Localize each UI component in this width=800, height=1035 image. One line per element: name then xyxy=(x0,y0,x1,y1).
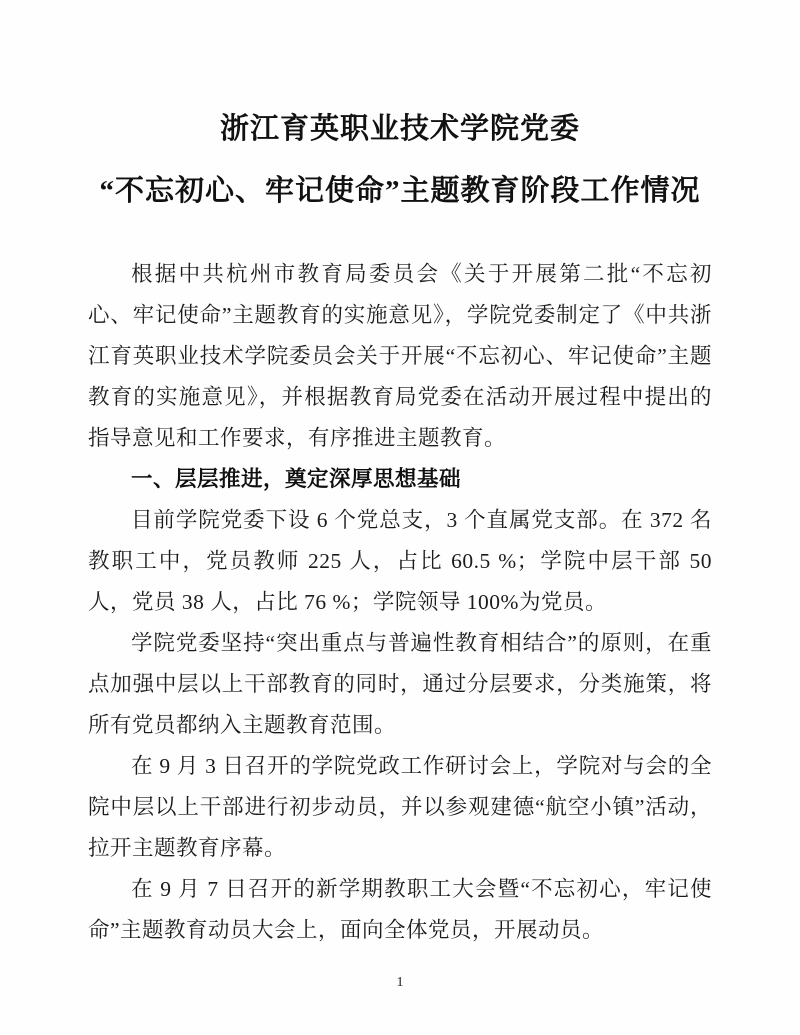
document-title-line2: “不忘初心、牢记使命”主题教育阶段工作情况 xyxy=(99,175,701,207)
document-title-block xyxy=(0,0,800,210)
page-number: 1 xyxy=(396,975,404,990)
body-paragraph: 学院党委坚持“突出重点与普遍性教育相结合”的原则，在重点加强中层以上干部教育的同时，通过分层要求，分类施策，将所有党员都纳入主题教育范围。 xyxy=(88,631,712,737)
body-paragraph: 目前学院党委下设 6 个党总支，3 个直属党支部。在 372 名教职工中，党员教师 225 人，占比 60.5 %；学院中层干部 50 人，党员 38 人，占比 76 %；学院领导 100%为党员。 xyxy=(88,508,712,614)
section-heading: 一、层层推进，奠定深厚思想基础 xyxy=(131,467,462,491)
document-title-line1: 浙江育英职业技术学院党委 xyxy=(219,113,580,145)
body-paragraph: 在 9 月 7 日召开的新学期教职工大会暨“不忘初心，牢记使命”主题教育动员大会上，面向全体党员，开展动员。 xyxy=(88,877,712,942)
body-paragraph: 根据中共杭州市教育局委员会《关于开展第二批“不忘初心、牢记使命”主题教育的实施意见》，学院党委制定了《中共浙江育英职业技术学院委员会关于开展“不忘初心、牢记使命”主题教育的实施意见》，并根据教育局党委在活动开展过程中提出的指导意见和工作要求，有序推进主题教育。 xyxy=(88,262,712,450)
body-paragraph: 在 9 月 3 日召开的学院党政工作研讨会上，学院对与会的全院中层以上干部进行初步动员，并以参观建德“航空小镇”活动，拉开主题教育序幕。 xyxy=(88,754,712,860)
document-body xyxy=(88,254,712,951)
